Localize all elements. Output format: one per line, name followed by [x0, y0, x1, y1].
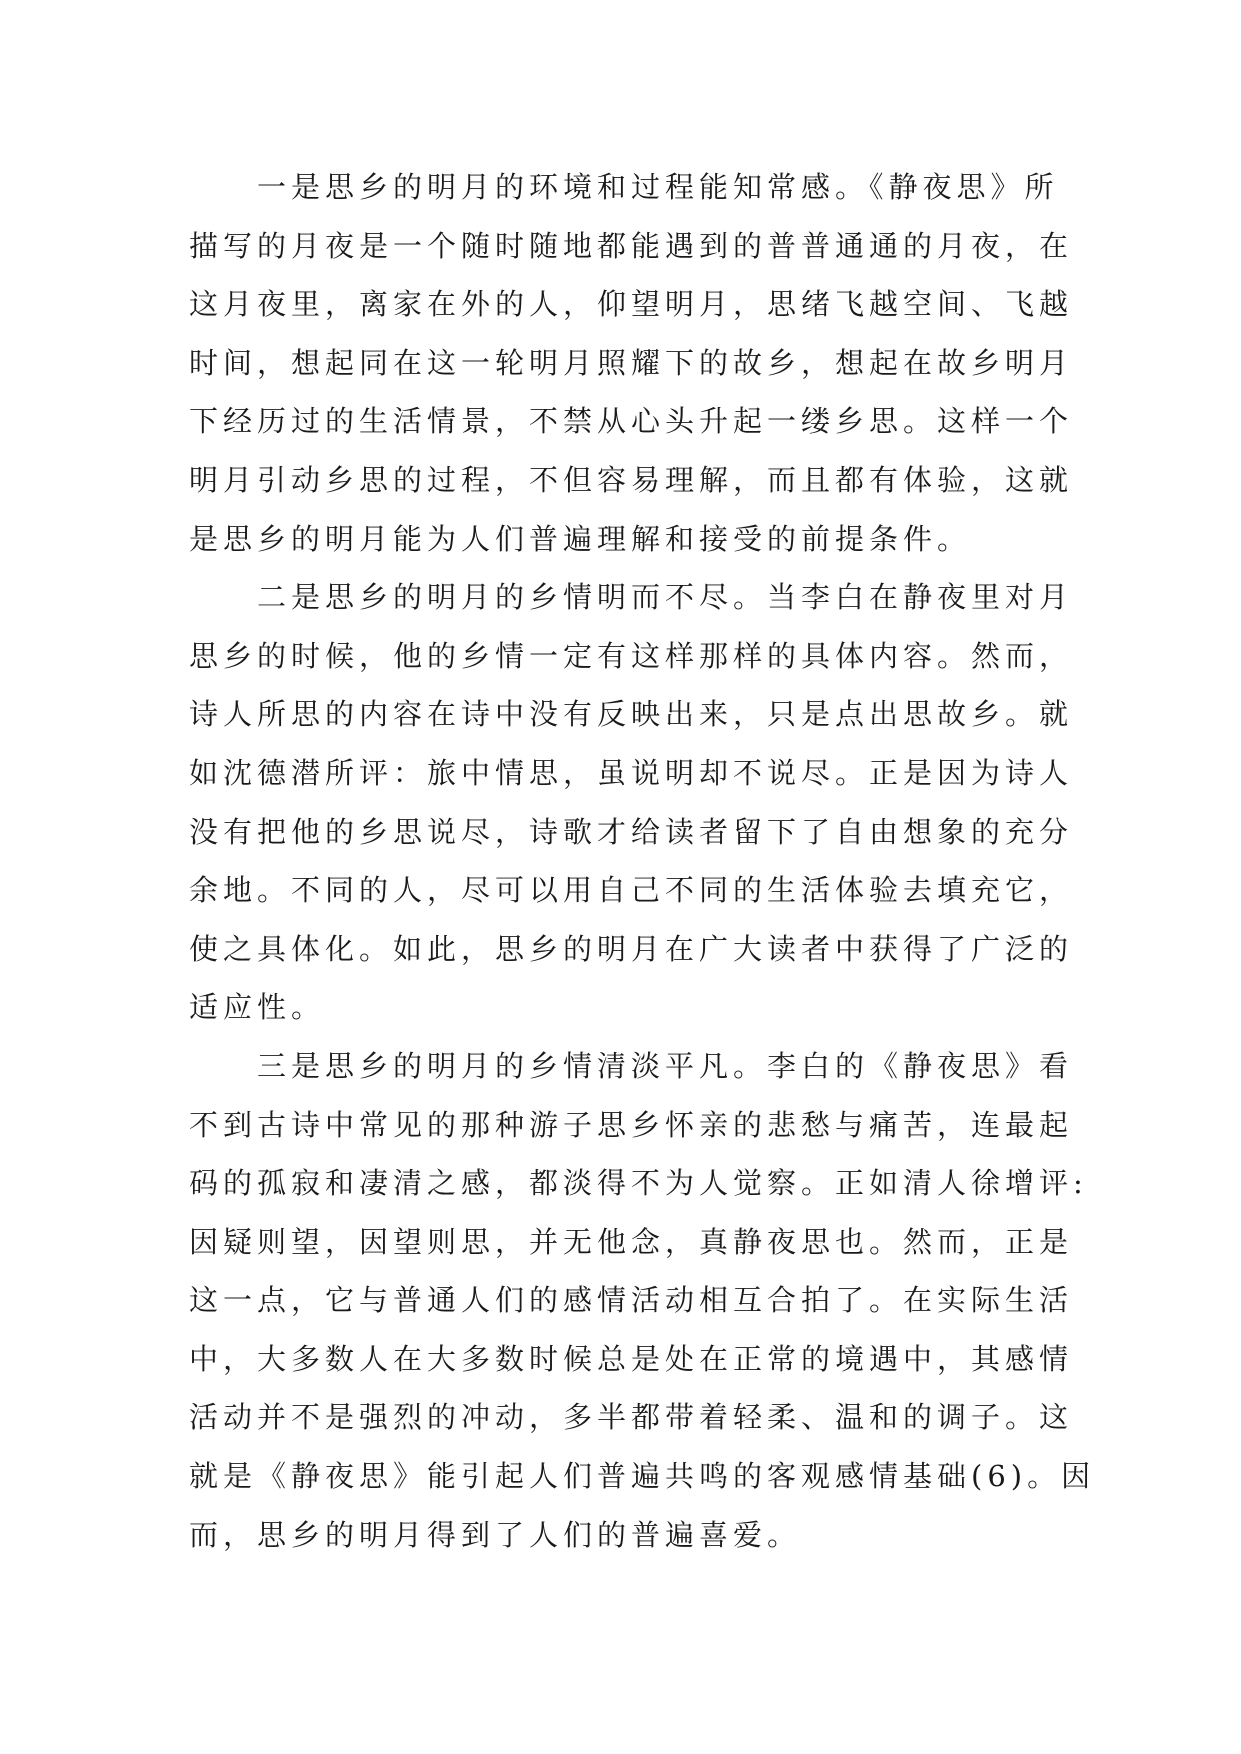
- text-line: 这一点，它与普通人们的感情活动相互合拍了。在实际生活: [189, 1283, 1074, 1318]
- text-line: 二是思乡的明月的乡情明而不尽。当李白在静夜里对月: [257, 580, 1074, 615]
- text-line: 时间，想起同在这一轮明月照耀下的故乡，想起在故乡明月: [189, 345, 1074, 380]
- text-line: 描写的月夜是一个随时随地都能遇到的普普通通的月夜，在: [189, 228, 1074, 263]
- text-line: 码的孤寂和凄清之感，都淡得不为人觉察。正如清人徐增评:: [189, 1166, 1088, 1201]
- text-line: 不到古诗中常见的那种游子思乡怀亲的悲愁与痛苦，连最起: [189, 1107, 1074, 1142]
- text-line: 适应性。: [189, 990, 326, 1025]
- text-line: 明月引动乡思的过程，不但容易理解，而且都有体验，这就: [189, 462, 1074, 497]
- text-line: 这月夜里，离家在外的人，仰望明月，思绪飞越空间、飞越: [189, 287, 1074, 322]
- text-line: 是思乡的明月能为人们普遍理解和接受的前提条件。: [189, 521, 972, 556]
- text-line: 使之具体化。如此，思乡的明月在广大读者中获得了广泛的: [189, 931, 1074, 966]
- paragraph-3: [189, 1037, 1096, 1564]
- text-line: 思乡的时候，他的乡情一定有这样那样的具体内容。然而，: [189, 638, 1074, 673]
- paragraph-2: [189, 568, 1074, 1037]
- text-line: 三是思乡的明月的乡情清淡平凡。李白的《静夜思》看: [257, 1048, 1074, 1083]
- text-line: 就是《静夜思》能引起人们普遍共鸣的客观感情基础(6)。因: [189, 1459, 1096, 1494]
- text-line: 余地。不同的人，尽可以用自己不同的生活体验去填充它，: [189, 873, 1074, 908]
- text-line: 如沈德潜所评：旅中情思，虽说明却不说尽。正是因为诗人: [189, 755, 1074, 790]
- document-body: [189, 158, 1096, 1564]
- paragraph-1: [189, 158, 1074, 568]
- text-line: 因疑则望，因望则思，并无他念，真静夜思也。然而，正是: [189, 1224, 1074, 1259]
- text-line: 中，大多数人在大多数时候总是处在正常的境遇中，其感情: [189, 1341, 1074, 1376]
- text-line: 诗人所思的内容在诗中没有反映出来，只是点出思故乡。就: [189, 697, 1074, 732]
- text-line: 活动并不是强烈的冲动，多半都带着轻柔、温和的调子。这: [189, 1400, 1074, 1435]
- text-line: 而，思乡的明月得到了人们的普遍喜爱。: [189, 1517, 802, 1552]
- text-line: 没有把他的乡思说尽，诗歌才给读者留下了自由想象的充分: [189, 814, 1074, 849]
- text-line: 一是思乡的明月的环境和过程能知常感。《静夜思》所: [257, 170, 1059, 204]
- text-line: 下经历过的生活情景，不禁从心头升起一缕乡思。这样一个: [189, 404, 1074, 439]
